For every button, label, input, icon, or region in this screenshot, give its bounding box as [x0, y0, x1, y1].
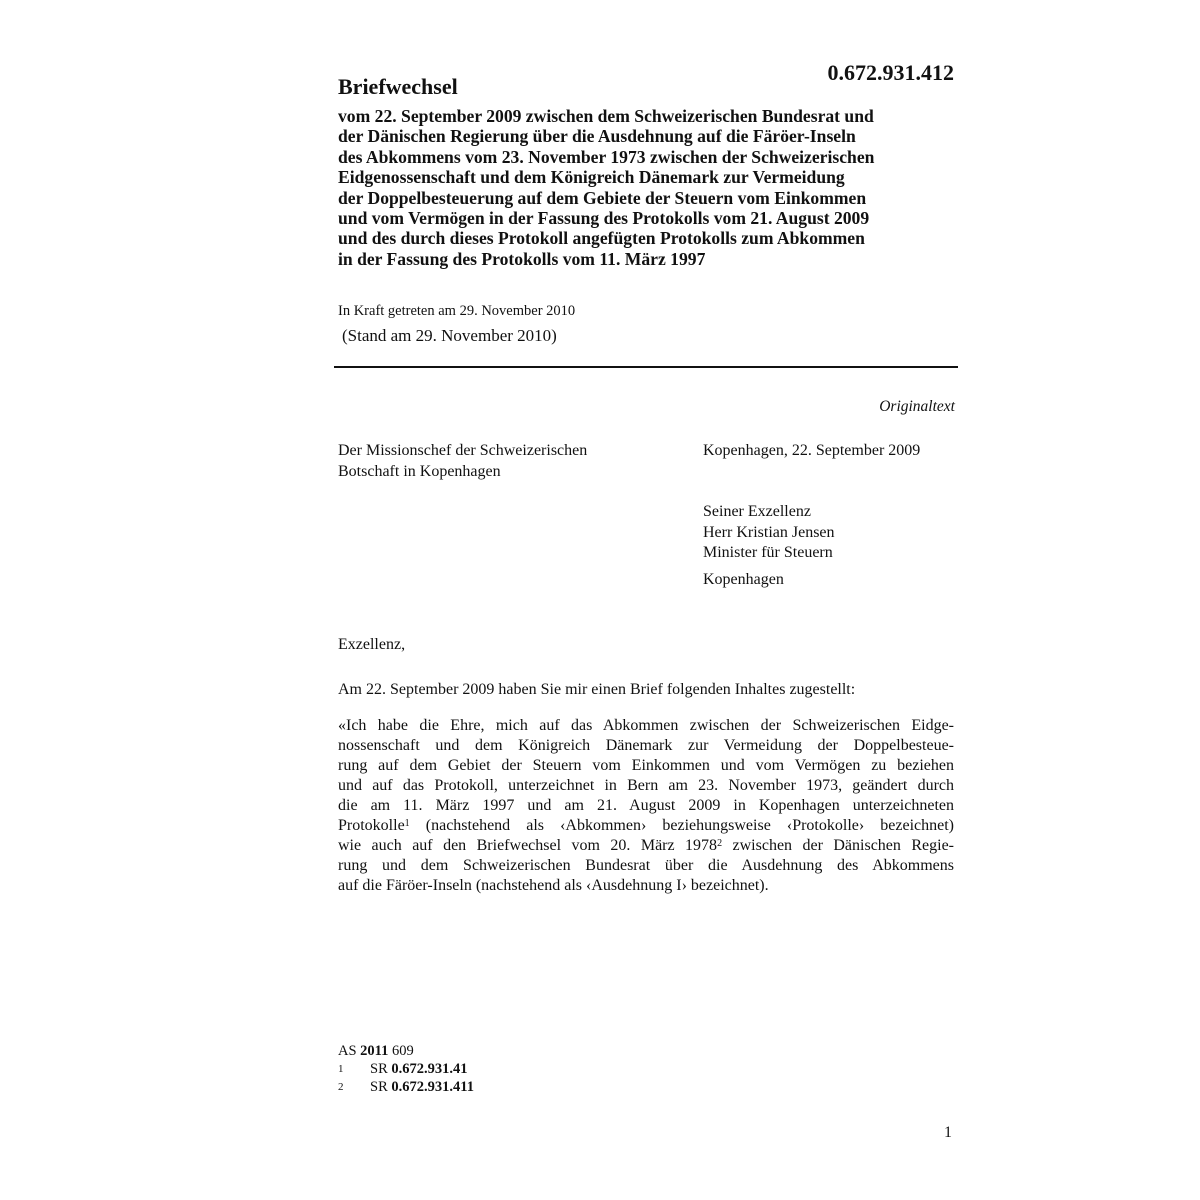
recipient-city: Kopenhagen [703, 571, 784, 588]
document-subtitle [338, 106, 958, 269]
quote-line: rung auf dem Gebiet der Steuern vom Einkommen und vom Vermögen zu beziehen [338, 757, 954, 774]
quote-line [338, 836, 954, 856]
subtitle-line: in der Fassung des Protokolls vom 11. März 1997 [338, 248, 706, 269]
subtitle-line: des Abkommens vom 23. November 1973 zwischen der Schweizerischen [338, 146, 875, 167]
subtitle-line: Eidgenossenschaft und dem Königreich Dänemark zur Vermeidung [338, 167, 845, 188]
subtitle-line: und vom Vermögen in der Fassung des Protokolls vom 21. August 2009 [338, 208, 870, 229]
header-divider [334, 366, 958, 368]
letter-recipient [703, 502, 835, 564]
footnote-link[interactable]: 0.672.931.41 [391, 1061, 468, 1077]
letter-place-date: Kopenhagen, 22. September 2009 [703, 442, 921, 459]
subtitle-line: vom 22. September 2009 zwischen dem Schweizerischen Bundesrat und [338, 106, 874, 126]
footnotes [338, 1042, 474, 1096]
sender-line: Der Missionschef der Schweizerischen [338, 442, 588, 459]
as-page: 609 [392, 1043, 414, 1059]
originaltext-label: Originaltext [879, 398, 955, 415]
footnote-prefix: SR [370, 1079, 388, 1095]
quote-text: (nachstehend als ‹Abkommen› beziehungsweise ‹Protokolle› bezeichnet) [425, 817, 955, 834]
letter-intro: Am 22. September 2009 haben Sie mir einen Brief folgenden Inhaltes zugestellt: [338, 681, 856, 698]
sr-number: 0.672.931.412 [827, 60, 954, 85]
footnote [338, 1060, 474, 1078]
footnote-link[interactable]: 0.672.931.411 [391, 1079, 474, 1095]
footnote-ref[interactable]: 1 [404, 818, 410, 829]
subtitle-line: und des durch dieses Protokoll angefügten Protokolls zum Abkommen [338, 228, 865, 249]
as-prefix: AS [338, 1043, 357, 1059]
quote-text: wie auch auf den Briefwechsel vom 20. März 1978 [338, 837, 718, 854]
footnote [338, 1078, 474, 1096]
quote-line: und auf das Protokoll, unterzeichnet in Bern am 23. November 1973, geändert durch [338, 777, 954, 794]
letter-salutation: Exzellenz, [338, 636, 406, 653]
page-number: 1 [944, 1124, 952, 1141]
footnote-prefix: SR [370, 1061, 388, 1077]
in-force-date: In Kraft getreten am 29. November 2010 [338, 303, 576, 319]
quoted-letter-paragraph [338, 716, 954, 896]
document-title: Briefwechsel [338, 74, 458, 99]
recipient-line: Minister für Steuern [703, 544, 833, 561]
quote-line: auf die Färöer-Inseln (nachstehend als ‹Ausdehnung I› bezeichnet). [338, 877, 769, 894]
recipient-line: Herr Kristian Jensen [703, 523, 835, 541]
recipient-line: Seiner Exzellenz [703, 503, 811, 520]
quote-line: rung und dem Schweizerischen Bundesrat über die Ausdehnung des Abkommens [338, 857, 954, 874]
quote-text: Protokolle [338, 817, 405, 834]
stand-date: (Stand am 29. November 2010) [342, 326, 557, 345]
footnote-number: 2 [338, 1081, 344, 1093]
footnote-number: 1 [338, 1063, 344, 1075]
quote-line: «Ich habe die Ehre, mich auf das Abkommen zwischen der Schweizerischen Eidge- [338, 717, 954, 734]
as-reference [338, 1042, 474, 1060]
quote-line [338, 816, 954, 836]
quote-text: zwischen der Dänischen Regie- [732, 837, 955, 854]
subtitle-line: der Doppelbesteuerung auf dem Gebiete der Steuern vom Einkommen [338, 187, 867, 208]
quote-line: die am 11. März 1997 und am 21. August 2009 in Kopenhagen unterzeichneten [338, 797, 954, 814]
quote-line: nossenschaft und dem Königreich Dänemark zur Vermeidung der Doppelbesteue- [338, 737, 954, 754]
subtitle-line: der Dänischen Regierung über die Ausdehnung auf die Färöer-Inseln [338, 126, 856, 147]
sender-line: Botschaft in Kopenhagen [338, 462, 501, 480]
letter-sender [338, 441, 587, 482]
as-year: 2011 [360, 1043, 389, 1059]
footnote-ref[interactable]: 2 [717, 838, 723, 849]
